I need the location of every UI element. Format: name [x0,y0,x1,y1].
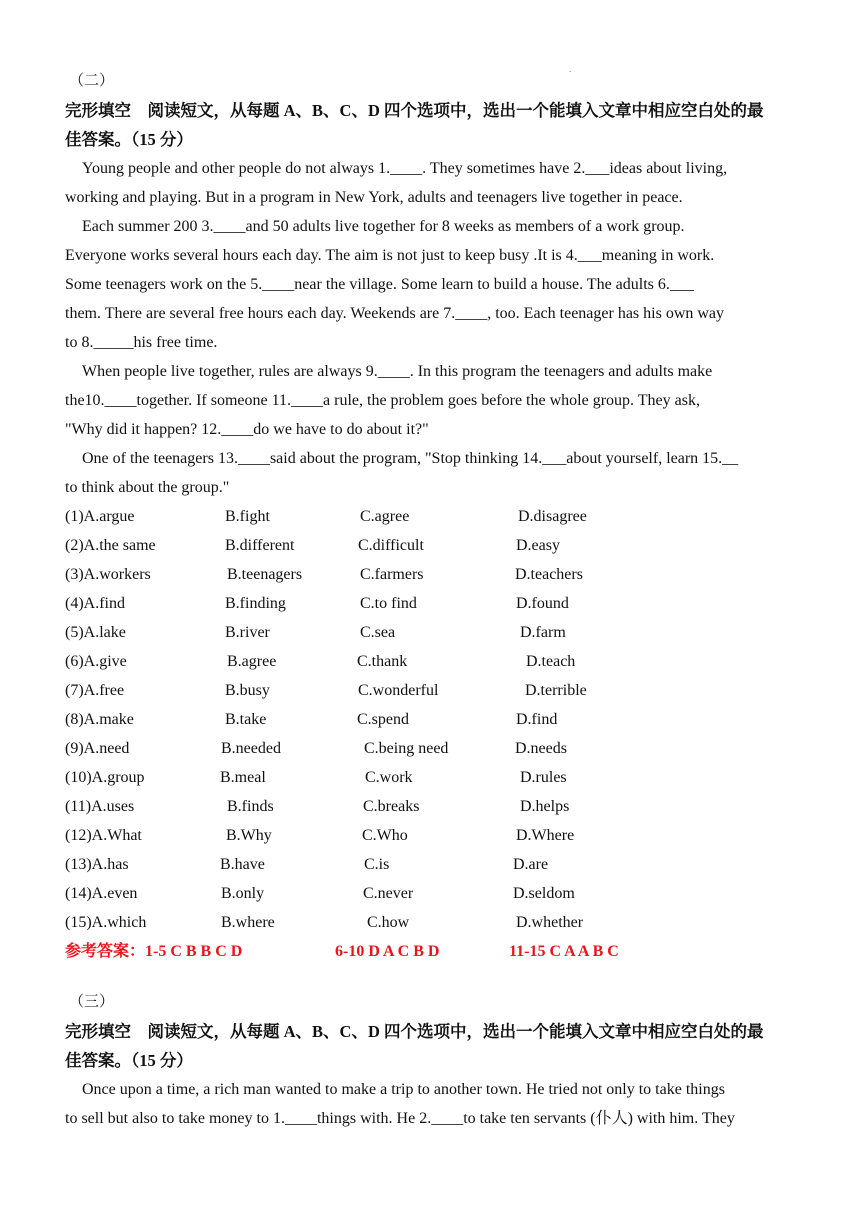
option-row [65,589,805,618]
option-a: (3)A.workers [65,566,151,583]
option-d: D.disagree [518,508,587,525]
option-b: B.agree [227,653,277,670]
option-b: B.finds [227,798,274,815]
answer-part: 6-10 D A C B D [335,943,440,960]
option-b: B.take [225,711,267,728]
instruction-line: 佳答案。（15 分） [65,130,193,149]
section-label: （三） [69,994,115,1010]
option-c: C.spend [357,711,409,728]
answer-part: 参考答案：1-5 C B B C D [65,943,243,960]
option-b: B.meal [220,769,266,786]
option-a: (8)A.make [65,711,134,728]
option-d: D.teachers [515,566,583,583]
option-a: (15)A.which [65,914,147,931]
option-c: C.to find [360,595,417,612]
option-d: D.find [516,711,558,728]
option-d: D.needs [515,740,567,757]
option-a: (12)A.What [65,827,142,844]
instruction-line: 完形填空 阅读短文，从每题 A、B、C、D 四个选项中，选出一个能填入文章中相应空白处的最 [65,1022,764,1041]
option-a: (11)A.uses [65,798,135,815]
option-c: C.is [364,856,390,873]
option-d: D.are [513,856,549,873]
option-row [65,676,805,705]
passage-line: to 8._____his free time. [65,334,218,351]
option-c: C.agree [360,508,410,525]
option-row [65,792,805,821]
option-c: C.being need [364,740,449,757]
option-d: D.helps [520,798,570,815]
option-row [65,531,805,560]
option-b: B.fight [225,508,270,525]
option-c: C.work [365,769,413,786]
option-row [65,618,805,647]
option-c: C.Who [362,827,408,844]
option-a: (1)A.argue [65,508,135,525]
option-row [65,502,805,531]
option-b: B.Why [226,827,272,844]
option-c: C.farmers [360,566,424,583]
passage [65,154,805,502]
option-a: (4)A.find [65,595,125,612]
option-d: D.farm [520,624,566,641]
option-row [65,705,805,734]
option-c: C.thank [357,653,408,670]
option-row [65,734,805,763]
option-a: (14)A.even [65,885,138,902]
option-row [65,560,805,589]
option-a: (2)A.the same [65,537,156,554]
option-b: B.only [221,885,265,902]
passage-line: Some teenagers work on the 5.____near the village. Some learn to build a house. The adults 6.___ [65,276,694,293]
option-a: (6)A.give [65,653,127,670]
option-b: B.finding [225,595,286,612]
option-c: C.how [367,914,410,931]
passage-line: One of the teenagers 13.____said about the program, "Stop thinking 14.___about yourself, learn 15.__ [82,450,739,467]
option-d: D.teach [526,653,576,670]
option-c: C.sea [360,624,396,641]
option-b: B.have [220,856,265,873]
instruction-line: 佳答案。（15 分） [65,1051,193,1070]
passage-line: "Why did it happen? 12.____do we have to do about it?" [65,421,429,438]
option-c: C.never [363,885,414,902]
passage-line: the10.____together. If someone 11.____a rule, the problem goes before the whole group. They ask, [65,392,700,409]
option-d: D.Where [516,827,575,844]
options-list [65,502,805,937]
instruction-line: 完形填空 阅读短文，从每题 A、B、C、D 四个选项中，选出一个能填入文章中相应空白处的最 [65,101,764,120]
passage-line: them. There are several free hours each day. Weekends are 7.____, too. Each teenager has his own way [65,305,725,322]
option-b: B.river [225,624,270,641]
option-c: C.breaks [363,798,420,815]
passage-line: to sell but also to take money to 1.____things with. He 2.____to take ten servants (仆人) with him. They [65,1110,735,1127]
option-row [65,647,805,676]
passage-line: Each summer 200 3.____and 50 adults live together for 8 weeks as members of a work group. [82,218,685,235]
option-b: B.teenagers [227,566,303,583]
answer-key [65,937,805,966]
passage-line: Once upon a time, a rich man wanted to make a trip to another town. He tried not only to take things [82,1081,725,1098]
section-3 [65,988,805,1133]
option-a: (10)A.group [65,769,145,786]
section-label: （二） [69,73,115,89]
option-b: B.busy [225,682,270,699]
option-a: (7)A.free [65,682,125,699]
passage-line: When people live together, rules are always 9.____. In this program the teenagers and adults make [82,363,713,380]
option-row [65,908,805,937]
section-2 [65,67,805,966]
option-d: D.whether [516,914,584,931]
answer-part: 11-15 C A A B C [509,943,619,960]
option-b: B.where [221,914,275,931]
option-d: D.terrible [525,682,587,699]
passage-line: Young people and other people do not always 1.____. They sometimes have 2.___ideas about living, [82,160,728,177]
passage-line: Everyone works several hours each day. The aim is not just to keep busy .It is 4.___meaning in work. [65,247,715,264]
option-b: B.different [225,537,295,554]
option-a: (5)A.lake [65,624,126,641]
option-row [65,821,805,850]
option-d: D.easy [516,537,560,554]
passage-line: working and playing. But in a program in New York, adults and teenagers live together in peace. [65,189,683,206]
option-a: (13)A.has [65,856,129,873]
option-c: C.wonderful [358,682,439,699]
option-a: (9)A.need [65,740,130,757]
option-d: D.seldom [513,885,575,902]
stray-dot: . [569,64,572,74]
option-b: B.needed [221,740,281,757]
option-d: D.found [516,595,569,612]
option-row [65,763,805,792]
option-c: C.difficult [358,537,424,554]
option-d: D.rules [520,769,567,786]
passage-line: to think about the group." [65,479,230,496]
option-row [65,879,805,908]
option-row [65,850,805,879]
